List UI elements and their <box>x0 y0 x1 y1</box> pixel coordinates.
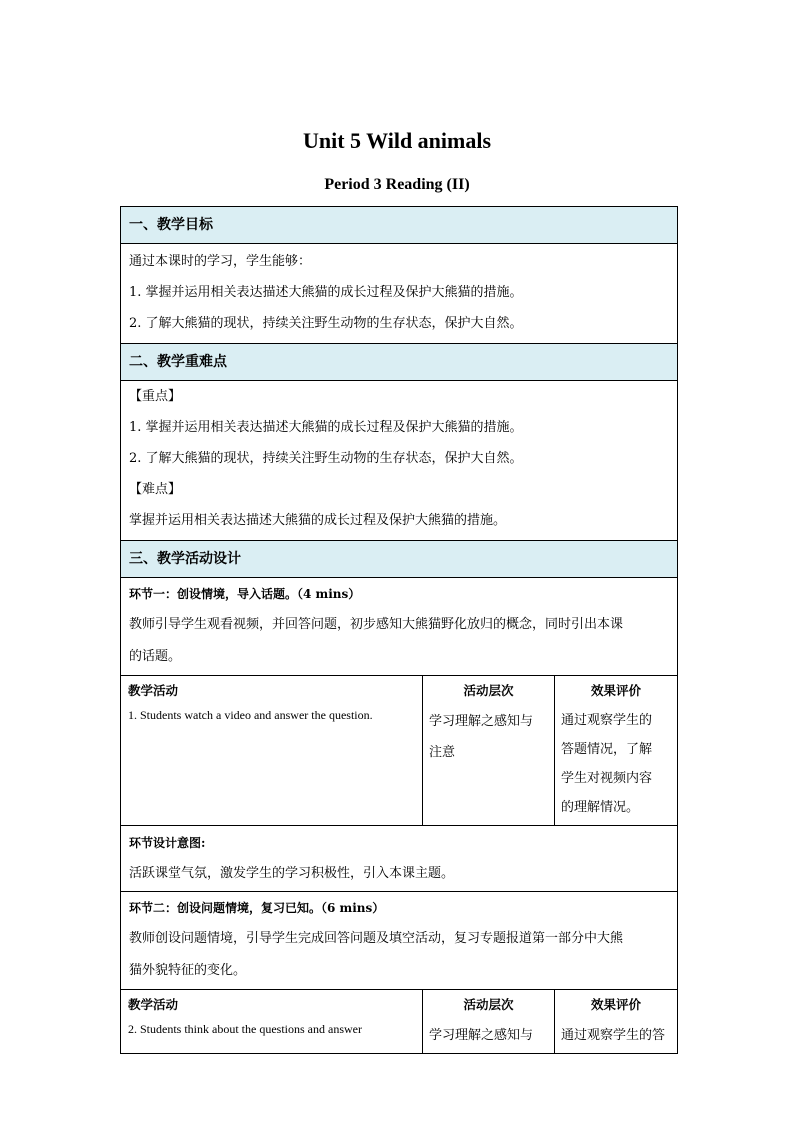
objectives-heading: 一、教学目标 <box>121 207 677 243</box>
difficulty-label: 【难点】 <box>129 482 182 497</box>
evaluation-text: 的理解情况。 <box>561 800 640 815</box>
key-label: 【重点】 <box>129 389 182 404</box>
evaluation-text: 学生对视频内容 <box>561 771 653 786</box>
stage2-description: 教师创设问题情境，引导学生完成回答问题及填空活动，复习专题报道第一部分中大熊 <box>129 931 624 946</box>
col-header-level: 活动层次 <box>463 997 514 1012</box>
objectives-intro: 通过本课时的学习，学生能够： <box>129 254 312 269</box>
intent-label: 环节设计意图: <box>129 836 206 850</box>
key-item: 1. 掌握并运用相关表达描述大熊猫的成长过程及保护大熊猫的措施。 <box>129 420 523 435</box>
activity-text: 2. Students think about the questions and answer <box>128 1022 362 1036</box>
evaluation-text: 答题情况，了解 <box>561 742 653 757</box>
evaluation-column <box>555 990 677 1053</box>
level-text: 注意 <box>429 745 456 760</box>
stage2-description-cont: 猫外貌特征的变化。 <box>129 963 247 978</box>
stage1-block <box>120 578 678 676</box>
intent-text: 活跃课堂气氛，激发学生的学习积极性，引入本课主题。 <box>129 866 455 881</box>
stage2-title: 环节二：创设问题情境，复习已知。（6 mins） <box>129 901 385 915</box>
col-header-activity: 教学活动 <box>128 997 179 1012</box>
stage1-title: 环节一：创设情境，导入话题。（4 mins） <box>129 587 361 601</box>
key-item: 2. 了解大熊猫的现状，持续关注野生动物的生存状态，保护大自然。 <box>129 451 523 466</box>
objective-item: 2. 了解大熊猫的现状，持续关注野生动物的生存状态，保护大自然。 <box>129 316 523 331</box>
stage1-description: 教师引导学生观看视频，并回答问题，初步感知大熊猫野化放归的概念，同时引出本课 <box>129 617 624 632</box>
key-points-body <box>120 381 678 541</box>
objectives-body <box>120 244 678 344</box>
activity-column <box>121 676 423 825</box>
evaluation-text: 通过观察学生的答 <box>561 1028 666 1043</box>
level-column <box>423 676 555 825</box>
lesson-plan-table <box>120 206 678 1054</box>
level-column <box>423 990 555 1053</box>
col-header-evaluation: 效果评价 <box>590 997 641 1012</box>
stage2-block <box>120 892 678 990</box>
col-header-level: 活动层次 <box>463 683 514 698</box>
stage1-activity-table <box>120 676 678 826</box>
document-subtitle: Period 3 Reading (II) <box>324 176 470 193</box>
col-header-activity: 教学活动 <box>128 683 179 698</box>
activity-text: 1. Students watch a video and answer the question. <box>128 708 373 722</box>
evaluation-text: 通过观察学生的 <box>561 713 653 728</box>
objectives-section <box>120 206 678 244</box>
difficulty-text: 掌握并运用相关表达描述大熊猫的成长过程及保护大熊猫的措施。 <box>129 513 507 528</box>
col-header-evaluation: 效果评价 <box>590 683 641 698</box>
stage2-activity-table <box>120 990 678 1054</box>
stage1-intent <box>120 826 678 892</box>
level-text: 学习理解之感知与 <box>429 714 534 729</box>
activities-heading: 三、教学活动设计 <box>121 541 677 577</box>
activities-section <box>120 541 678 578</box>
evaluation-column <box>555 676 677 825</box>
objective-item: 1. 掌握并运用相关表达描述大熊猫的成长过程及保护大熊猫的措施。 <box>129 285 523 300</box>
activity-column <box>121 990 423 1053</box>
document-title: Unit 5 Wild animals <box>302 128 492 153</box>
key-points-section <box>120 344 678 381</box>
key-points-heading: 二、教学重难点 <box>121 344 677 380</box>
level-text: 学习理解之感知与 <box>429 1028 534 1043</box>
stage1-description-cont: 的话题。 <box>129 649 182 664</box>
